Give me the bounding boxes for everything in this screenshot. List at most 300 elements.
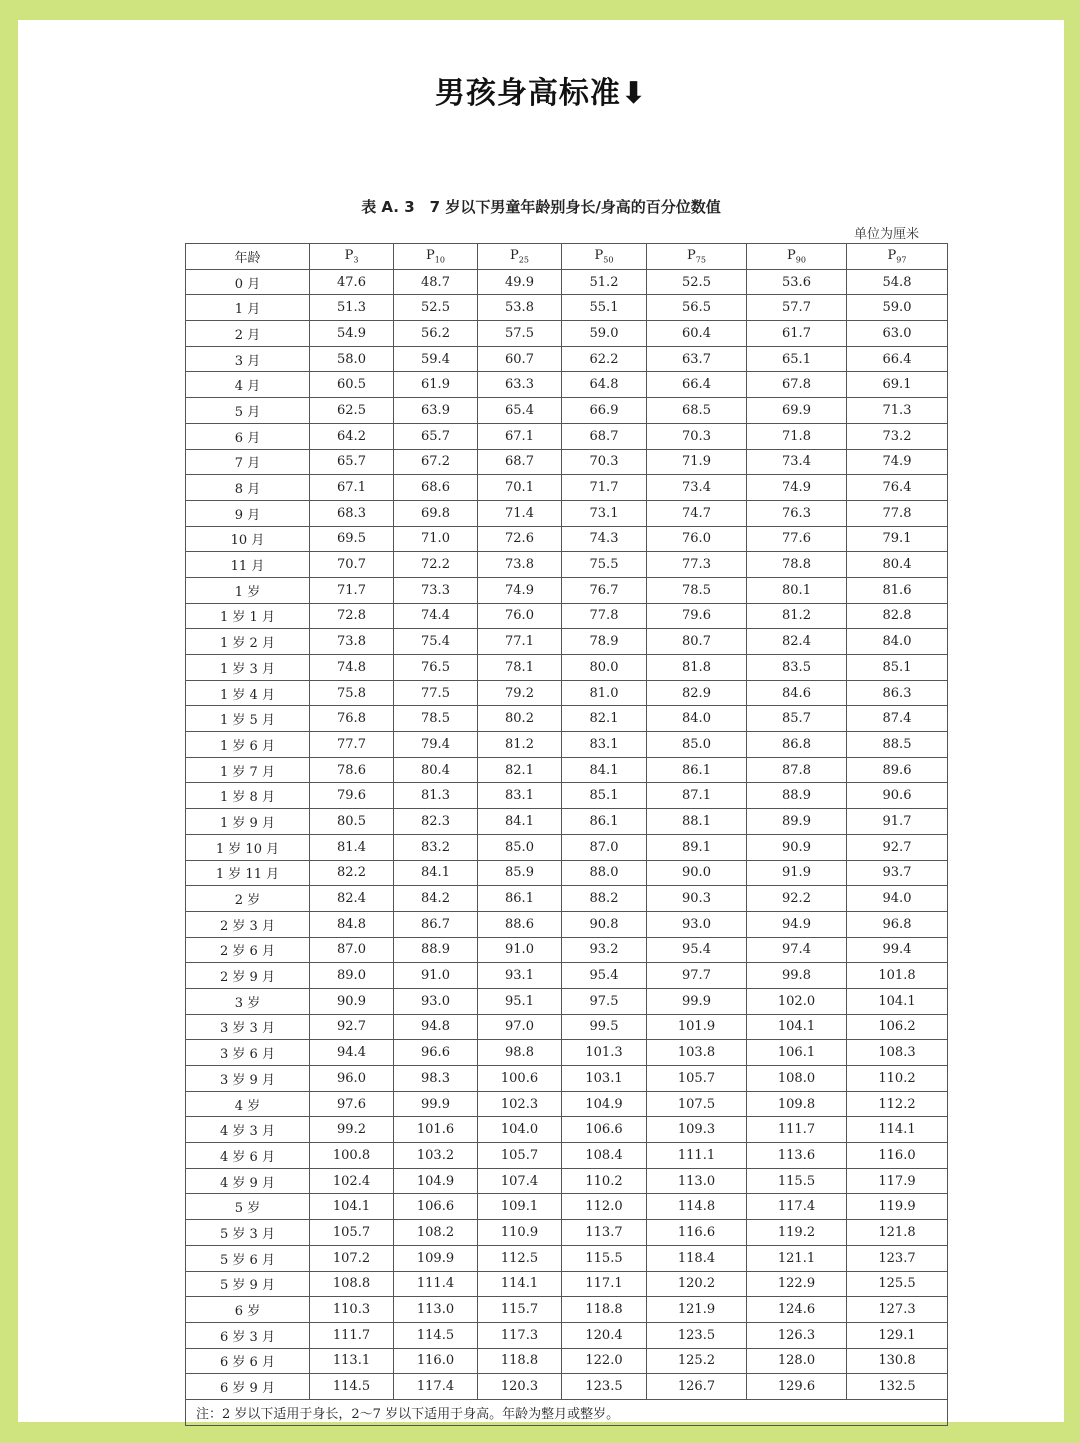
value-cell: 90.3 [647, 886, 747, 912]
value-cell: 113.7 [562, 1220, 647, 1246]
table-row [186, 423, 948, 449]
value-cell: 107.5 [647, 1091, 747, 1117]
value-cell: 102.0 [747, 988, 847, 1014]
value-cell: 118.8 [562, 1297, 647, 1323]
age-cell: 3 岁 6 月 [186, 1040, 310, 1066]
table-row [186, 603, 948, 629]
table-row [186, 1143, 948, 1169]
value-cell: 108.2 [394, 1220, 478, 1246]
value-cell: 90.8 [562, 911, 647, 937]
value-cell: 76.0 [478, 603, 562, 629]
value-cell: 120.3 [478, 1374, 562, 1400]
value-cell: 105.7 [310, 1220, 394, 1246]
value-cell: 94.9 [747, 911, 847, 937]
value-cell: 48.7 [394, 269, 478, 295]
table-row [186, 937, 948, 963]
age-cell: 1 岁 5 月 [186, 706, 310, 732]
value-cell: 71.9 [647, 449, 747, 475]
value-cell: 72.2 [394, 552, 478, 578]
value-cell: 88.5 [847, 732, 948, 758]
value-cell: 101.6 [394, 1117, 478, 1143]
table-row [186, 1091, 948, 1117]
value-cell: 81.2 [478, 732, 562, 758]
age-cell: 1 岁 11 月 [186, 860, 310, 886]
value-cell: 63.7 [647, 346, 747, 372]
value-cell: 88.9 [747, 783, 847, 809]
value-cell: 90.9 [310, 988, 394, 1014]
value-cell: 77.5 [394, 680, 478, 706]
age-cell: 1 岁 9 月 [186, 809, 310, 835]
value-cell: 68.3 [310, 500, 394, 526]
value-cell: 74.3 [562, 526, 647, 552]
value-cell: 104.1 [310, 1194, 394, 1220]
value-cell: 80.2 [478, 706, 562, 732]
age-cell: 5 岁 6 月 [186, 1245, 310, 1271]
value-cell: 52.5 [394, 295, 478, 321]
value-cell: 81.0 [562, 680, 647, 706]
value-cell: 65.7 [310, 449, 394, 475]
value-cell: 115.5 [747, 1168, 847, 1194]
percentile-column-header: $P_{97}$ [847, 244, 948, 270]
page-headline: 男孩身高标准⬇ [434, 76, 648, 111]
value-cell: 82.3 [394, 809, 478, 835]
age-cell: 5 岁 9 月 [186, 1271, 310, 1297]
value-cell: 54.8 [847, 269, 948, 295]
percentile-column-header: $P_{75}$ [647, 244, 747, 270]
value-cell: 68.7 [478, 449, 562, 475]
value-cell: 93.7 [847, 860, 948, 886]
table-row [186, 398, 948, 424]
value-cell: 119.2 [747, 1220, 847, 1246]
value-cell: 109.9 [394, 1245, 478, 1271]
value-cell: 53.8 [478, 295, 562, 321]
age-column-header: 年龄 [186, 244, 310, 270]
value-cell: 86.8 [747, 732, 847, 758]
value-cell: 85.0 [478, 834, 562, 860]
value-cell: 51.3 [310, 295, 394, 321]
table-row [186, 1040, 948, 1066]
value-cell: 84.8 [310, 911, 394, 937]
value-cell: 109.3 [647, 1117, 747, 1143]
value-cell: 104.1 [847, 988, 948, 1014]
age-cell: 4 岁 [186, 1091, 310, 1117]
age-cell: 6 月 [186, 423, 310, 449]
value-cell: 72.6 [478, 526, 562, 552]
value-cell: 79.6 [647, 603, 747, 629]
value-cell: 82.8 [847, 603, 948, 629]
value-cell: 109.1 [478, 1194, 562, 1220]
value-cell: 93.1 [478, 963, 562, 989]
value-cell: 74.7 [647, 500, 747, 526]
value-cell: 91.0 [394, 963, 478, 989]
age-cell: 4 岁 3 月 [186, 1117, 310, 1143]
value-cell: 60.4 [647, 321, 747, 347]
value-cell: 116.6 [647, 1220, 747, 1246]
value-cell: 85.7 [747, 706, 847, 732]
value-cell: 77.3 [647, 552, 747, 578]
value-cell: 122.0 [562, 1348, 647, 1374]
value-cell: 89.6 [847, 757, 948, 783]
value-cell: 104.9 [394, 1168, 478, 1194]
value-cell: 113.6 [747, 1143, 847, 1169]
percentile-column-header: $P_{25}$ [478, 244, 562, 270]
value-cell: 111.4 [394, 1271, 478, 1297]
age-cell: 2 岁 [186, 886, 310, 912]
table-row [186, 1271, 948, 1297]
value-cell: 121.1 [747, 1245, 847, 1271]
value-cell: 78.1 [478, 655, 562, 681]
value-cell: 84.2 [394, 886, 478, 912]
age-cell: 1 岁 2 月 [186, 629, 310, 655]
value-cell: 86.7 [394, 911, 478, 937]
value-cell: 113.0 [647, 1168, 747, 1194]
value-cell: 93.0 [394, 988, 478, 1014]
table-row [186, 1297, 948, 1323]
value-cell: 64.8 [562, 372, 647, 398]
value-cell: 124.6 [747, 1297, 847, 1323]
value-cell: 85.0 [647, 732, 747, 758]
value-cell: 105.7 [647, 1066, 747, 1092]
value-cell: 125.5 [847, 1271, 948, 1297]
value-cell: 121.8 [847, 1220, 948, 1246]
age-cell: 11 月 [186, 552, 310, 578]
value-cell: 93.0 [647, 911, 747, 937]
value-cell: 65.7 [394, 423, 478, 449]
table-note: 注：2 岁以下适用于身长，2～7 岁以下适用于身高。年龄为整月或整岁。 [186, 1399, 948, 1425]
table-row [186, 1168, 948, 1194]
age-cell: 3 岁 9 月 [186, 1066, 310, 1092]
value-cell: 59.4 [394, 346, 478, 372]
value-cell: 116.0 [394, 1348, 478, 1374]
value-cell: 76.0 [647, 526, 747, 552]
value-cell: 94.4 [310, 1040, 394, 1066]
table-row [186, 655, 948, 681]
age-cell: 1 岁 4 月 [186, 680, 310, 706]
table-row [186, 1374, 948, 1400]
value-cell: 113.1 [310, 1348, 394, 1374]
value-cell: 71.8 [747, 423, 847, 449]
value-cell: 92.2 [747, 886, 847, 912]
value-cell: 103.2 [394, 1143, 478, 1169]
value-cell: 121.9 [647, 1297, 747, 1323]
value-cell: 105.7 [478, 1143, 562, 1169]
value-cell: 129.1 [847, 1322, 948, 1348]
value-cell: 126.3 [747, 1322, 847, 1348]
value-cell: 97.0 [478, 1014, 562, 1040]
table-row [186, 1220, 948, 1246]
value-cell: 94.0 [847, 886, 948, 912]
value-cell: 77.7 [310, 732, 394, 758]
value-cell: 117.1 [562, 1271, 647, 1297]
value-cell: 74.9 [747, 475, 847, 501]
percentile-column-header: $P_{10}$ [394, 244, 478, 270]
value-cell: 92.7 [847, 834, 948, 860]
value-cell: 73.1 [562, 500, 647, 526]
value-cell: 79.2 [478, 680, 562, 706]
value-cell: 97.5 [562, 988, 647, 1014]
value-cell: 106.1 [747, 1040, 847, 1066]
value-cell: 66.9 [562, 398, 647, 424]
value-cell: 65.1 [747, 346, 847, 372]
table-row [186, 1194, 948, 1220]
value-cell: 116.0 [847, 1143, 948, 1169]
value-cell: 111.7 [747, 1117, 847, 1143]
percentile-column-header: $P_{90}$ [747, 244, 847, 270]
table-row [186, 886, 948, 912]
value-cell: 83.1 [562, 732, 647, 758]
value-cell: 110.2 [847, 1066, 948, 1092]
age-cell: 1 月 [186, 295, 310, 321]
value-cell: 82.9 [647, 680, 747, 706]
value-cell: 53.6 [747, 269, 847, 295]
age-cell: 7 月 [186, 449, 310, 475]
value-cell: 120.2 [647, 1271, 747, 1297]
value-cell: 90.9 [747, 834, 847, 860]
value-cell: 110.3 [310, 1297, 394, 1323]
table-body [186, 269, 948, 1399]
age-cell: 3 岁 [186, 988, 310, 1014]
value-cell: 99.8 [747, 963, 847, 989]
value-cell: 84.0 [847, 629, 948, 655]
value-cell: 98.8 [478, 1040, 562, 1066]
value-cell: 52.5 [647, 269, 747, 295]
value-cell: 102.3 [478, 1091, 562, 1117]
value-cell: 94.8 [394, 1014, 478, 1040]
table-row [186, 963, 948, 989]
table-row [186, 911, 948, 937]
value-cell: 109.8 [747, 1091, 847, 1117]
age-cell: 1 岁 1 月 [186, 603, 310, 629]
value-cell: 96.6 [394, 1040, 478, 1066]
value-cell: 115.5 [562, 1245, 647, 1271]
value-cell: 108.3 [847, 1040, 948, 1066]
value-cell: 63.9 [394, 398, 478, 424]
value-cell: 70.3 [562, 449, 647, 475]
age-cell: 8 月 [186, 475, 310, 501]
value-cell: 92.7 [310, 1014, 394, 1040]
value-cell: 120.4 [562, 1322, 647, 1348]
table-row [186, 988, 948, 1014]
value-cell: 95.4 [562, 963, 647, 989]
age-cell: 6 岁 3 月 [186, 1322, 310, 1348]
value-cell: 117.3 [478, 1322, 562, 1348]
value-cell: 103.1 [562, 1066, 647, 1092]
value-cell: 83.2 [394, 834, 478, 860]
value-cell: 79.4 [394, 732, 478, 758]
value-cell: 80.4 [847, 552, 948, 578]
value-cell: 89.1 [647, 834, 747, 860]
height-percentile-table [185, 243, 948, 1426]
table-row [186, 372, 948, 398]
value-cell: 97.6 [310, 1091, 394, 1117]
value-cell: 71.7 [310, 577, 394, 603]
value-cell: 47.6 [310, 269, 394, 295]
value-cell: 69.5 [310, 526, 394, 552]
value-cell: 90.6 [847, 783, 948, 809]
value-cell: 126.7 [647, 1374, 747, 1400]
value-cell: 76.5 [394, 655, 478, 681]
table-row [186, 1245, 948, 1271]
value-cell: 114.5 [310, 1374, 394, 1400]
table-row [186, 834, 948, 860]
value-cell: 114.8 [647, 1194, 747, 1220]
value-cell: 74.9 [478, 577, 562, 603]
age-cell: 9 月 [186, 500, 310, 526]
value-cell: 88.1 [647, 809, 747, 835]
value-cell: 76.8 [310, 706, 394, 732]
value-cell: 61.7 [747, 321, 847, 347]
value-cell: 117.9 [847, 1168, 948, 1194]
value-cell: 118.8 [478, 1348, 562, 1374]
table-row [186, 629, 948, 655]
value-cell: 77.1 [478, 629, 562, 655]
value-cell: 73.4 [747, 449, 847, 475]
value-cell: 87.4 [847, 706, 948, 732]
value-cell: 86.1 [478, 886, 562, 912]
value-cell: 127.3 [847, 1297, 948, 1323]
value-cell: 128.0 [747, 1348, 847, 1374]
value-cell: 67.1 [310, 475, 394, 501]
value-cell: 80.0 [562, 655, 647, 681]
value-cell: 78.5 [394, 706, 478, 732]
value-cell: 110.2 [562, 1168, 647, 1194]
value-cell: 78.9 [562, 629, 647, 655]
value-cell: 100.8 [310, 1143, 394, 1169]
value-cell: 77.6 [747, 526, 847, 552]
value-cell: 84.1 [394, 860, 478, 886]
value-cell: 82.4 [310, 886, 394, 912]
value-cell: 89.9 [747, 809, 847, 835]
value-cell: 88.9 [394, 937, 478, 963]
table-row [186, 295, 948, 321]
value-cell: 112.0 [562, 1194, 647, 1220]
value-cell: 123.5 [562, 1374, 647, 1400]
value-cell: 84.1 [562, 757, 647, 783]
value-cell: 117.4 [747, 1194, 847, 1220]
value-cell: 71.4 [478, 500, 562, 526]
value-cell: 85.1 [847, 655, 948, 681]
value-cell: 114.1 [847, 1117, 948, 1143]
table-row [186, 321, 948, 347]
value-cell: 122.9 [747, 1271, 847, 1297]
value-cell: 75.8 [310, 680, 394, 706]
value-cell: 68.5 [647, 398, 747, 424]
value-cell: 95.1 [478, 988, 562, 1014]
table-row [186, 680, 948, 706]
value-cell: 84.6 [747, 680, 847, 706]
age-cell: 10 月 [186, 526, 310, 552]
table-row [186, 1322, 948, 1348]
age-cell: 0 月 [186, 269, 310, 295]
value-cell: 93.2 [562, 937, 647, 963]
value-cell: 80.5 [310, 809, 394, 835]
value-cell: 82.1 [478, 757, 562, 783]
value-cell: 81.6 [847, 577, 948, 603]
value-cell: 112.2 [847, 1091, 948, 1117]
table-row [186, 783, 948, 809]
value-cell: 84.0 [647, 706, 747, 732]
value-cell: 74.9 [847, 449, 948, 475]
value-cell: 99.4 [847, 937, 948, 963]
value-cell: 104.1 [747, 1014, 847, 1040]
value-cell: 83.5 [747, 655, 847, 681]
value-cell: 103.8 [647, 1040, 747, 1066]
value-cell: 130.8 [847, 1348, 948, 1374]
age-cell: 3 月 [186, 346, 310, 372]
value-cell: 80.4 [394, 757, 478, 783]
value-cell: 67.1 [478, 423, 562, 449]
age-cell: 5 月 [186, 398, 310, 424]
value-cell: 101.9 [647, 1014, 747, 1040]
value-cell: 104.9 [562, 1091, 647, 1117]
table-title: 表 A. 3 7 岁以下男童年龄别身长/身高的百分位数值 [361, 198, 721, 216]
unit-label: 单位为厘米 [853, 227, 919, 242]
value-cell: 85.1 [562, 783, 647, 809]
value-cell: 62.5 [310, 398, 394, 424]
value-cell: 51.2 [562, 269, 647, 295]
table-row [186, 552, 948, 578]
table-row [186, 1348, 948, 1374]
value-cell: 98.3 [394, 1066, 478, 1092]
value-cell: 123.7 [847, 1245, 948, 1271]
value-cell: 95.4 [647, 937, 747, 963]
value-cell: 86.3 [847, 680, 948, 706]
value-cell: 108.4 [562, 1143, 647, 1169]
value-cell: 80.1 [747, 577, 847, 603]
value-cell: 107.4 [478, 1168, 562, 1194]
value-cell: 104.0 [478, 1117, 562, 1143]
age-cell: 1 岁 8 月 [186, 783, 310, 809]
value-cell: 69.1 [847, 372, 948, 398]
value-cell: 88.6 [478, 911, 562, 937]
table-row [186, 860, 948, 886]
value-cell: 125.2 [647, 1348, 747, 1374]
value-cell: 70.7 [310, 552, 394, 578]
value-cell: 69.8 [394, 500, 478, 526]
value-cell: 100.6 [478, 1066, 562, 1092]
value-cell: 49.9 [478, 269, 562, 295]
value-cell: 97.4 [747, 937, 847, 963]
value-cell: 76.7 [562, 577, 647, 603]
value-cell: 54.9 [310, 321, 394, 347]
value-cell: 79.6 [310, 783, 394, 809]
value-cell: 117.4 [394, 1374, 478, 1400]
value-cell: 97.7 [647, 963, 747, 989]
value-cell: 74.8 [310, 655, 394, 681]
table-row [186, 706, 948, 732]
age-cell: 2 岁 6 月 [186, 937, 310, 963]
value-cell: 106.6 [394, 1194, 478, 1220]
value-cell: 71.0 [394, 526, 478, 552]
value-cell: 78.6 [310, 757, 394, 783]
value-cell: 81.4 [310, 834, 394, 860]
value-cell: 63.3 [478, 372, 562, 398]
value-cell: 82.4 [747, 629, 847, 655]
value-cell: 106.2 [847, 1014, 948, 1040]
value-cell: 102.4 [310, 1168, 394, 1194]
value-cell: 69.9 [747, 398, 847, 424]
value-cell: 59.0 [562, 321, 647, 347]
value-cell: 88.2 [562, 886, 647, 912]
age-cell: 3 岁 3 月 [186, 1014, 310, 1040]
value-cell: 99.9 [394, 1091, 478, 1117]
value-cell: 96.8 [847, 911, 948, 937]
age-cell: 2 岁 9 月 [186, 963, 310, 989]
value-cell: 88.0 [562, 860, 647, 886]
value-cell: 58.0 [310, 346, 394, 372]
age-cell: 1 岁 10 月 [186, 834, 310, 860]
value-cell: 106.6 [562, 1117, 647, 1143]
